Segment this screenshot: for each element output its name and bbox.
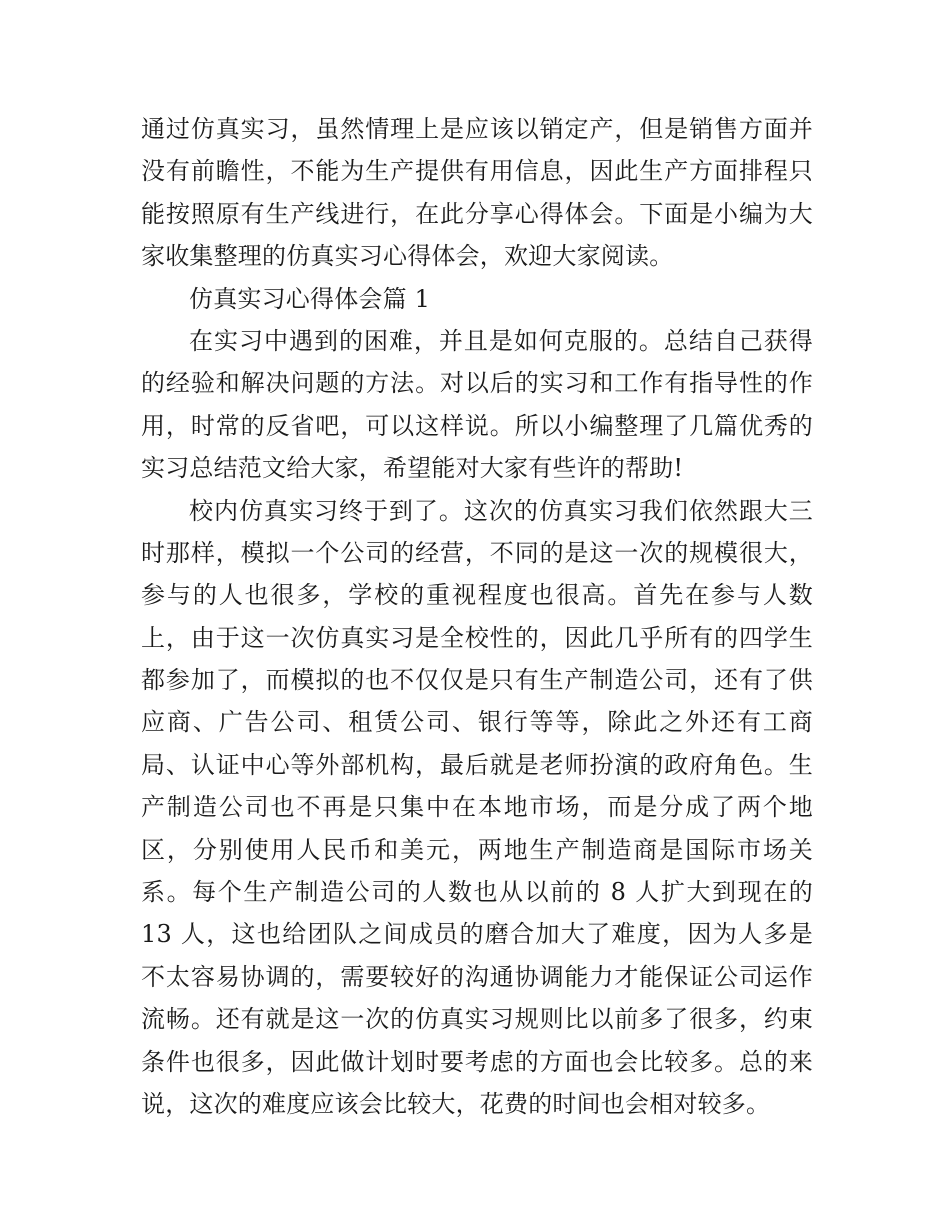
text-line: 没有前瞻性，不能为生产提供有用信息，因此生产方面排程只 — [141, 157, 813, 186]
text-line: 实习总结范文给大家，希望能对大家有些许的帮助! — [141, 454, 684, 483]
text-line: 在实习中遇到的困难，并且是如何克服的。总结自己获得 — [189, 326, 813, 355]
text-line: 区，分别使用人民币和美元，两地生产制造商是国际市场关 — [141, 835, 813, 864]
text-line: 局、认证中心等外部机构，最后就是老师扮演的政府角色。生 — [141, 750, 813, 779]
text-line: 时那样，模拟一个公司的经营，不同的是这一次的规模很大， — [141, 538, 813, 567]
text-line: 应商、广告公司、租赁公司、银行等等，除此之外还有工商 — [141, 708, 813, 737]
text-line: 的经验和解决问题的方法。对以后的实习和工作有指导性的作 — [141, 369, 813, 398]
text-line: 用，时常的反省吧，可以这样说。所以小编整理了几篇优秀的 — [141, 411, 813, 440]
text-line: 能按照原有生产线进行，在此分享心得体会。下面是小编为大 — [141, 199, 813, 228]
text-line: 都参加了，而模拟的也不仅仅是只有生产制造公司，还有了供 — [141, 666, 813, 695]
text-line: 系。每个生产制造公司的人数也从以前的 8 人扩大到现在的 — [141, 878, 813, 907]
text-line: 流畅。还有就是这一次的仿真实习规则比以前多了很多，约束 — [141, 1005, 813, 1034]
text-line: 产制造公司也不再是只集中在本地市场，而是分成了两个地 — [141, 793, 813, 822]
text-line: 说，这次的难度应该会比较大，花费的时间也会相对较多。 — [141, 1089, 771, 1118]
document-body — [141, 108, 813, 1125]
text-line: 参与的人也很多，学校的重视程度也很高。首先在参与人数 — [141, 581, 813, 610]
text-line: 家收集整理的仿真实习心得体会，欢迎大家阅读。 — [141, 242, 674, 271]
text-line: 13 人，这也给团队之间成员的磨合加大了难度，因为人多是 — [141, 920, 813, 949]
text-line: 上，由于这一次仿真实习是全校性的，因此几乎所有的四学生 — [141, 623, 813, 652]
section-heading: 仿真实习心得体会篇 1 — [189, 284, 431, 313]
text-line: 校内仿真实习终于到了。这次的仿真实习我们依然跟大三 — [189, 496, 813, 525]
text-line: 不太容易协调的，需要较好的沟通协调能力才能保证公司运作 — [141, 962, 813, 991]
text-line: 通过仿真实习，虽然情理上是应该以销定产，但是销售方面并 — [141, 115, 813, 143]
text-line: 条件也很多，因此做计划时要考虑的方面也会比较多。总的来 — [141, 1047, 813, 1076]
